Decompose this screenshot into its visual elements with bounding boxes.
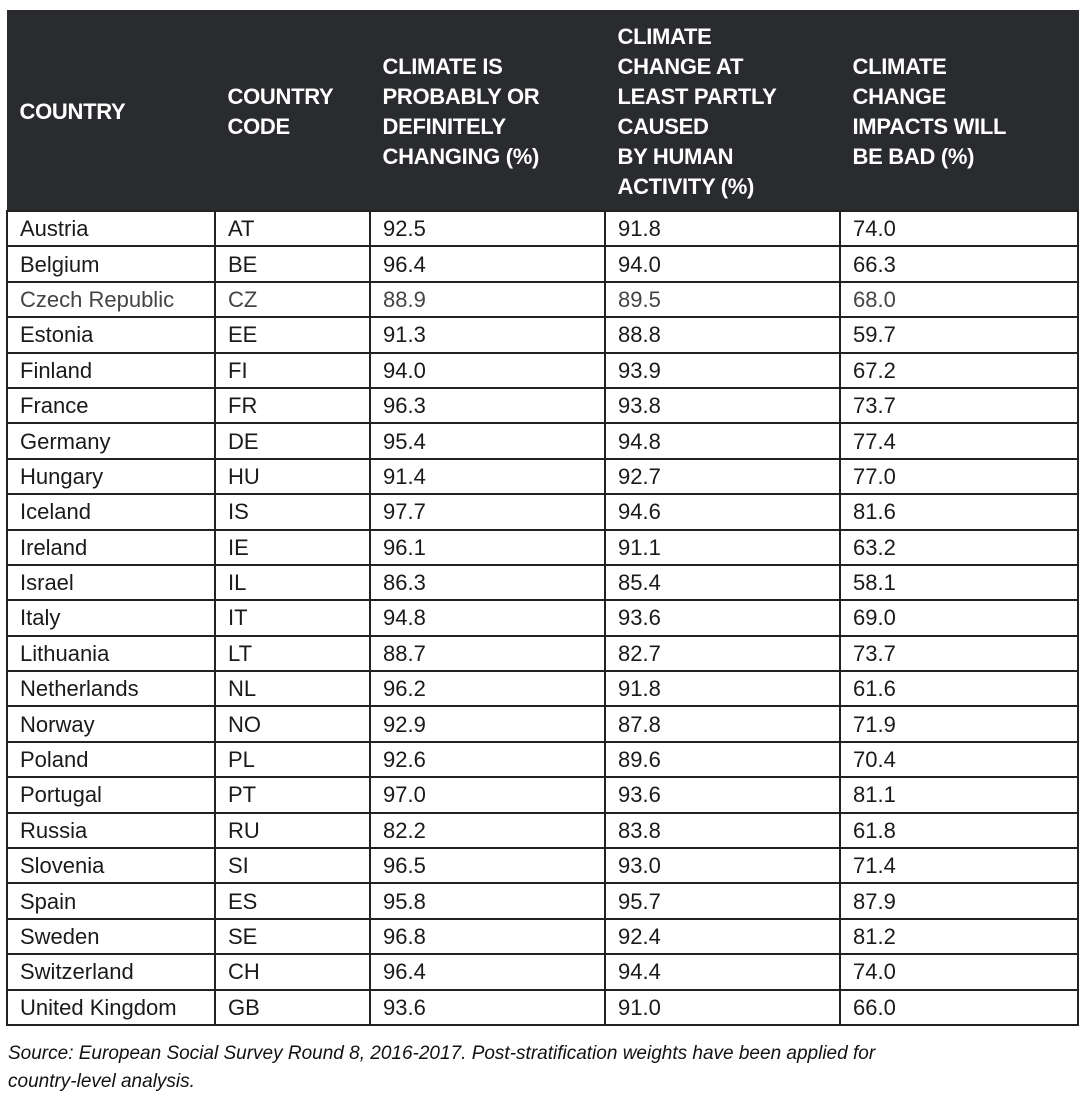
table-row: [7, 459, 1078, 494]
header-human-caused: [605, 10, 840, 211]
cell-country: Poland: [7, 742, 215, 777]
cell-impacts-bad: 77.0: [840, 459, 1078, 494]
cell-impacts-bad: 81.6: [840, 494, 1078, 529]
cell-country: Czech Republic: [7, 282, 215, 317]
cell-country: Finland: [7, 353, 215, 388]
cell-country-code: ES: [215, 883, 370, 918]
cell-country-code: IL: [215, 565, 370, 600]
cell-climate-changing: 96.8: [370, 919, 605, 954]
table-row: [7, 636, 1078, 671]
cell-human-caused: 93.6: [605, 777, 840, 812]
cell-country-code: NL: [215, 671, 370, 706]
cell-impacts-bad: 68.0: [840, 282, 1078, 317]
cell-country: Ireland: [7, 530, 215, 565]
cell-climate-changing: 97.7: [370, 494, 605, 529]
cell-country: Sweden: [7, 919, 215, 954]
cell-impacts-bad: 87.9: [840, 883, 1078, 918]
table-row: [7, 671, 1078, 706]
cell-human-caused: 83.8: [605, 813, 840, 848]
cell-country: Norway: [7, 706, 215, 741]
table-row: [7, 423, 1078, 458]
column-header-line: CHANGE: [852, 84, 947, 109]
cell-country-code: SI: [215, 848, 370, 883]
cell-impacts-bad: 81.2: [840, 919, 1078, 954]
cell-country: Hungary: [7, 459, 215, 494]
table-row: [7, 883, 1078, 918]
cell-impacts-bad: 61.6: [840, 671, 1078, 706]
table-row: [7, 954, 1078, 989]
cell-country: Netherlands: [7, 671, 215, 706]
cell-human-caused: 87.8: [605, 706, 840, 741]
cell-climate-changing: 88.7: [370, 636, 605, 671]
column-header-line: COUNTRY: [19, 99, 126, 124]
source-note-line-1: Source: European Social Survey Round 8, 2016-2017. Post-stratification weights have been applied for: [8, 1043, 876, 1064]
column-header-line: CLIMATE: [617, 24, 712, 49]
cell-country-code: CH: [215, 954, 370, 989]
source-note-line-2: country-level analysis.: [8, 1071, 195, 1092]
table-row: [7, 388, 1078, 423]
cell-climate-changing: 95.4: [370, 423, 605, 458]
cell-climate-changing: 92.9: [370, 706, 605, 741]
cell-impacts-bad: 67.2: [840, 353, 1078, 388]
cell-human-caused: 93.8: [605, 388, 840, 423]
column-header-line: CAUSED: [617, 114, 709, 139]
cell-country-code: HU: [215, 459, 370, 494]
column-header-line: BE BAD (%): [852, 144, 975, 169]
cell-country-code: LT: [215, 636, 370, 671]
cell-country-code: AT: [215, 211, 370, 246]
column-header-line: PROBABLY OR: [382, 84, 540, 109]
cell-country-code: BE: [215, 246, 370, 281]
survey-table-container: [6, 10, 1077, 1026]
cell-impacts-bad: 66.3: [840, 246, 1078, 281]
cell-country: Austria: [7, 211, 215, 246]
cell-human-caused: 82.7: [605, 636, 840, 671]
cell-climate-changing: 96.4: [370, 246, 605, 281]
table-row: [7, 813, 1078, 848]
cell-country-code: PL: [215, 742, 370, 777]
cell-impacts-bad: 73.7: [840, 636, 1078, 671]
cell-impacts-bad: 81.1: [840, 777, 1078, 812]
cell-human-caused: 91.0: [605, 990, 840, 1025]
climate-survey-table: [6, 10, 1079, 1026]
cell-human-caused: 94.6: [605, 494, 840, 529]
cell-climate-changing: 92.5: [370, 211, 605, 246]
cell-climate-changing: 82.2: [370, 813, 605, 848]
table-body: [7, 211, 1078, 1025]
cell-country-code: SE: [215, 919, 370, 954]
cell-human-caused: 92.7: [605, 459, 840, 494]
cell-country: Portugal: [7, 777, 215, 812]
table-row: [7, 742, 1078, 777]
table-row: [7, 990, 1078, 1025]
cell-impacts-bad: 71.9: [840, 706, 1078, 741]
cell-country-code: NO: [215, 706, 370, 741]
cell-country-code: PT: [215, 777, 370, 812]
cell-impacts-bad: 71.4: [840, 848, 1078, 883]
table-row: [7, 848, 1078, 883]
header-impacts-bad: [840, 10, 1078, 211]
table-row: [7, 777, 1078, 812]
cell-climate-changing: 92.6: [370, 742, 605, 777]
table-row: [7, 530, 1078, 565]
cell-climate-changing: 88.9: [370, 282, 605, 317]
cell-country: Belgium: [7, 246, 215, 281]
header-climate-changing: [370, 10, 605, 211]
header-country-code: [215, 10, 370, 211]
column-header-line: LEAST PARTLY: [617, 84, 777, 109]
cell-climate-changing: 96.4: [370, 954, 605, 989]
cell-climate-changing: 91.4: [370, 459, 605, 494]
table-row: [7, 282, 1078, 317]
cell-country-code: EE: [215, 317, 370, 352]
cell-climate-changing: 96.1: [370, 530, 605, 565]
cell-country: Slovenia: [7, 848, 215, 883]
cell-country-code: FI: [215, 353, 370, 388]
cell-impacts-bad: 58.1: [840, 565, 1078, 600]
cell-country: Russia: [7, 813, 215, 848]
cell-human-caused: 94.8: [605, 423, 840, 458]
cell-human-caused: 94.0: [605, 246, 840, 281]
cell-human-caused: 94.4: [605, 954, 840, 989]
cell-climate-changing: 96.5: [370, 848, 605, 883]
cell-country: Switzerland: [7, 954, 215, 989]
cell-country: Spain: [7, 883, 215, 918]
cell-country-code: IS: [215, 494, 370, 529]
cell-country-code: GB: [215, 990, 370, 1025]
table-row: [7, 919, 1078, 954]
cell-human-caused: 93.0: [605, 848, 840, 883]
cell-country-code: CZ: [215, 282, 370, 317]
column-header-line: CLIMATE IS: [382, 54, 503, 79]
cell-country-code: FR: [215, 388, 370, 423]
cell-impacts-bad: 70.4: [840, 742, 1078, 777]
cell-impacts-bad: 74.0: [840, 211, 1078, 246]
cell-impacts-bad: 63.2: [840, 530, 1078, 565]
cell-climate-changing: 94.0: [370, 353, 605, 388]
cell-country-code: IT: [215, 600, 370, 635]
cell-impacts-bad: 69.0: [840, 600, 1078, 635]
cell-climate-changing: 97.0: [370, 777, 605, 812]
cell-human-caused: 91.8: [605, 211, 840, 246]
cell-climate-changing: 94.8: [370, 600, 605, 635]
cell-impacts-bad: 73.7: [840, 388, 1078, 423]
table-row: [7, 246, 1078, 281]
cell-country-code: DE: [215, 423, 370, 458]
column-header-line: DEFINITELY: [382, 114, 506, 139]
source-note: [8, 1040, 1078, 1096]
cell-country: Israel: [7, 565, 215, 600]
cell-human-caused: 91.1: [605, 530, 840, 565]
column-header-line: IMPACTS WILL: [852, 114, 1007, 139]
cell-country-code: IE: [215, 530, 370, 565]
column-header-line: CHANGING (%): [382, 144, 540, 169]
cell-country: Iceland: [7, 494, 215, 529]
cell-climate-changing: 96.2: [370, 671, 605, 706]
cell-impacts-bad: 77.4: [840, 423, 1078, 458]
header-country: [7, 10, 215, 211]
cell-country: United Kingdom: [7, 990, 215, 1025]
table-row: [7, 600, 1078, 635]
table-row: [7, 211, 1078, 246]
cell-human-caused: 85.4: [605, 565, 840, 600]
table-row: [7, 565, 1078, 600]
cell-country: Germany: [7, 423, 215, 458]
table-header: [7, 10, 1078, 211]
cell-country-code: RU: [215, 813, 370, 848]
cell-country: Estonia: [7, 317, 215, 352]
cell-climate-changing: 95.8: [370, 883, 605, 918]
column-header-line: BY HUMAN: [617, 144, 734, 169]
cell-human-caused: 91.8: [605, 671, 840, 706]
cell-country: Lithuania: [7, 636, 215, 671]
cell-climate-changing: 86.3: [370, 565, 605, 600]
column-header-line: CHANGE AT: [617, 54, 744, 79]
column-header-line: CLIMATE: [852, 54, 947, 79]
column-header-line: COUNTRY: [227, 84, 334, 109]
cell-human-caused: 92.4: [605, 919, 840, 954]
table-row: [7, 706, 1078, 741]
cell-impacts-bad: 66.0: [840, 990, 1078, 1025]
cell-climate-changing: 93.6: [370, 990, 605, 1025]
cell-impacts-bad: 59.7: [840, 317, 1078, 352]
cell-human-caused: 88.8: [605, 317, 840, 352]
table-row: [7, 494, 1078, 529]
cell-country: Italy: [7, 600, 215, 635]
column-header-line: CODE: [227, 114, 290, 139]
table-header-row: [7, 10, 1078, 211]
cell-human-caused: 89.6: [605, 742, 840, 777]
cell-impacts-bad: 74.0: [840, 954, 1078, 989]
cell-climate-changing: 91.3: [370, 317, 605, 352]
cell-human-caused: 89.5: [605, 282, 840, 317]
cell-impacts-bad: 61.8: [840, 813, 1078, 848]
cell-climate-changing: 96.3: [370, 388, 605, 423]
table-row: [7, 317, 1078, 352]
cell-country: France: [7, 388, 215, 423]
cell-human-caused: 95.7: [605, 883, 840, 918]
column-header-line: ACTIVITY (%): [617, 174, 755, 199]
cell-human-caused: 93.9: [605, 353, 840, 388]
table-row: [7, 353, 1078, 388]
cell-human-caused: 93.6: [605, 600, 840, 635]
